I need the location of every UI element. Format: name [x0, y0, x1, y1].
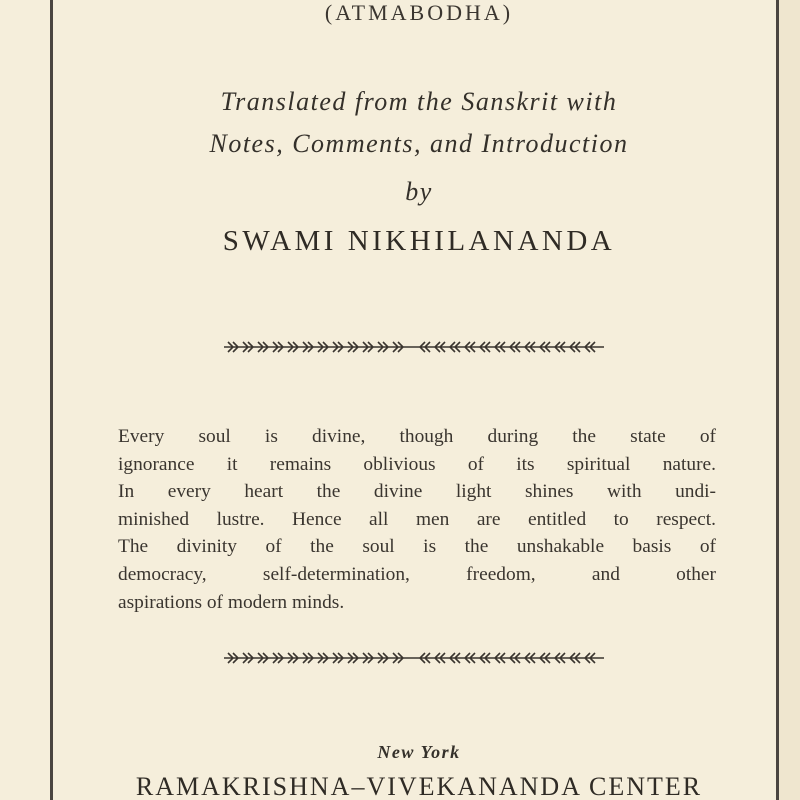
- publisher-name: RAMAKRISHNA–VIVEKANANDA CENTER: [135, 772, 703, 800]
- ornament-divider-top: [222, 340, 606, 354]
- translation-line-1: Translated from the Sanskrit with: [220, 87, 618, 116]
- quote-line: Every soul is divine, though during the state of: [118, 426, 716, 447]
- translation-line-2: Notes, Comments, and Introduction: [209, 129, 629, 158]
- publication-city: New York: [377, 742, 461, 762]
- quote-line: ignorance it remains oblivious of its spiritual nature.: [118, 453, 716, 475]
- author-name: SWAMI NIKHILANANDA: [222, 225, 616, 257]
- quote-line: In every heart the divine light shines with undi-: [118, 481, 716, 503]
- by-line: by: [405, 177, 433, 206]
- subtitle: (ATMABODHA): [324, 0, 514, 25]
- quote-line: minished lustre. Hence all men are entitled to respect.: [118, 508, 716, 530]
- quote-line: democracy, self-determination, freedom, and other: [118, 563, 716, 585]
- page-edge: [779, 0, 800, 800]
- quote-line: aspirations of modern minds.: [118, 591, 345, 613]
- quote-paragraph: [118, 423, 716, 616]
- ornament-divider-bottom: [222, 651, 606, 665]
- left-border-rule: [50, 0, 53, 800]
- quote-line: The divinity of the soul is the unshakable basis of: [118, 536, 716, 558]
